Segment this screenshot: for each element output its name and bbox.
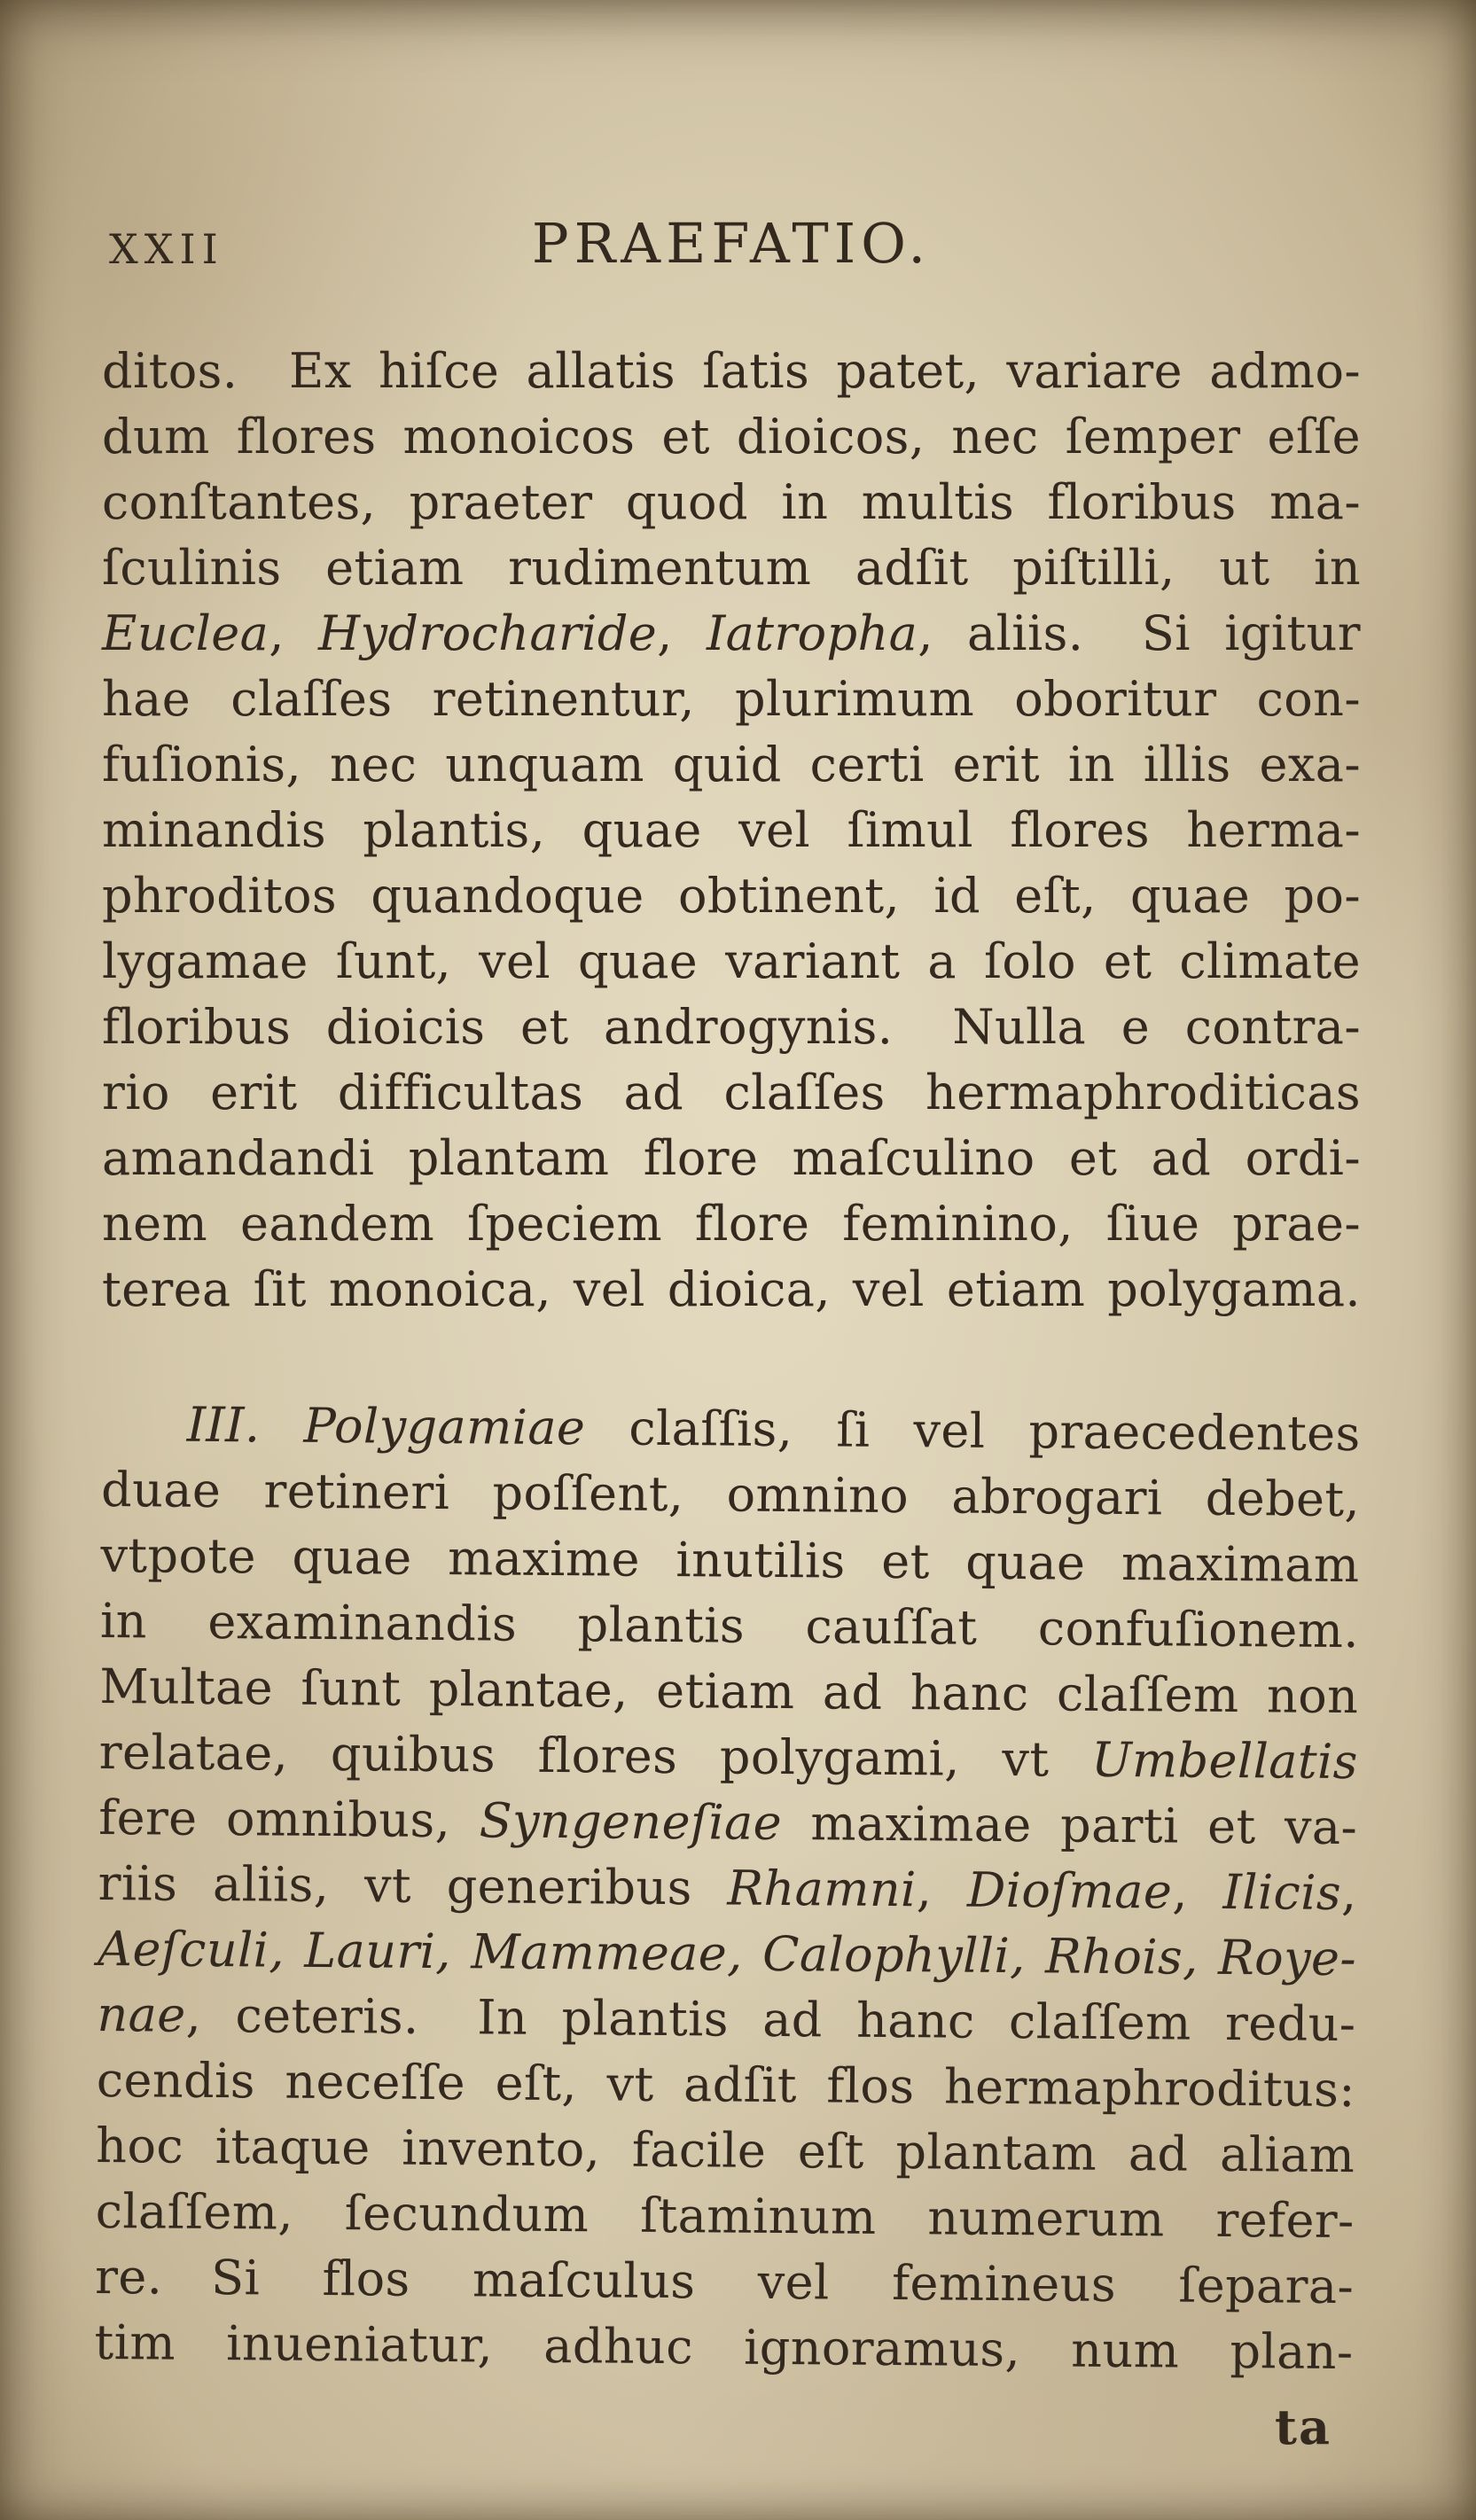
text-line [97, 2048, 1356, 2123]
text-run: hae claſſes retinentur, plurimum oboritur con- [102, 671, 1361, 727]
text-run: , [269, 605, 319, 661]
text-line [101, 1457, 1361, 1533]
text-run: amandandi plantam flore maſculino et ad ordi- [102, 1130, 1361, 1186]
text-line [101, 1392, 1361, 1467]
catchword: ta [1275, 2399, 1332, 2455]
text-run-italic: Aeſculi, Lauri, Mammeae, Calophylli, Rhois, Roye- [97, 1920, 1357, 1987]
text-run-italic: nae [97, 1986, 186, 2043]
text-line [102, 1126, 1361, 1191]
text-line [102, 667, 1361, 732]
text-line [102, 404, 1361, 470]
text-run: maximae parti et va- [781, 1795, 1358, 1856]
text-run: cendis neceſſe eſt, vt adſit flos hermaphroditus: [96, 2051, 1356, 2118]
text-line [102, 863, 1361, 929]
text-run: riis aliis, vt generibus [98, 1854, 728, 1916]
text-run: ditos. Ex hiſce allatis ſatis patet, variare admo- [102, 343, 1361, 399]
text-line [99, 1720, 1359, 1795]
text-run: claſſis, ſi vel praecedentes [585, 1400, 1361, 1463]
text-run-italic: Iatropha [706, 605, 918, 661]
text-line [102, 995, 1361, 1060]
text-line [98, 1851, 1357, 1926]
text-run: phroditos quandoque obtinent, id eſt, quae po- [102, 868, 1361, 924]
text-run: vtpote quae maxime inutilis et quae maximam [100, 1526, 1360, 1594]
text-run: lygamae ſunt, vel quae variant a ſolo et climate [102, 933, 1361, 989]
text-run: , [1171, 1863, 1223, 1920]
text-run: , [657, 605, 707, 661]
page-title: PRAEFATIO. [531, 211, 932, 276]
text-run-italic: Rhamni [727, 1860, 917, 1918]
page-header [102, 211, 1361, 276]
text-run: , [1340, 1864, 1357, 1922]
text-run: conſtantes, praeter quod in multis floribus ma- [102, 474, 1361, 530]
text-run-italic: Syngeneſiae [479, 1792, 783, 1852]
text-run-italic: Dioſmae [966, 1861, 1173, 1920]
text-run-italic: Umbellatis [1090, 1731, 1359, 1791]
text-run: rio erit difficultas ad claſſes hermaphroditicas [102, 1065, 1361, 1120]
text-run-italic: Euclea [102, 605, 269, 661]
text-line [102, 1257, 1361, 1322]
text-run-italic: Ilicis [1222, 1863, 1342, 1921]
text-line [102, 1060, 1361, 1126]
text-run: claſſem, ſecundum ſtaminum numerum refer- [95, 2182, 1355, 2250]
text-run: , aliis. Si igitur [918, 605, 1361, 661]
text-run: terea ſit monoica, vel dioica, vel etiam polygama. [102, 1261, 1361, 1317]
text-run: fuſionis, nec unquam quid certi erit in illis exa- [102, 737, 1361, 792]
text-line [95, 2179, 1355, 2254]
page-number: XXII [109, 225, 224, 273]
text-run-italic: Hydrocharide [318, 605, 658, 661]
text-line [95, 2244, 1355, 2320]
text-run: relatae, quibus flores polygami, vt [98, 1723, 1092, 1788]
text-run-italic: III. Polygamiae [186, 1396, 586, 1456]
text-run: Multae ſunt plantae, etiam ad hanc claſſem non [99, 1658, 1359, 1725]
text-run: floribus dioicis et androgynis. Nulla e contra- [102, 999, 1361, 1055]
text-line [102, 929, 1361, 995]
paragraph [102, 339, 1361, 1322]
text-line [102, 601, 1361, 667]
text-run: in examinandis plantis cauſſat confuſionem. [99, 1592, 1360, 1659]
paragraph [94, 1392, 1361, 2385]
body-text [94, 339, 1361, 2381]
text-line [102, 535, 1361, 601]
text-line [96, 2113, 1355, 2188]
text-line [99, 1654, 1359, 1729]
text-run: duae retineri poſſent, omnino abrogari debet, [100, 1461, 1361, 1528]
text-line [102, 732, 1361, 798]
text-run: , [916, 1861, 968, 1918]
text-line [98, 1916, 1357, 1992]
text-line [97, 1982, 1356, 2057]
text-line [100, 1588, 1360, 1664]
text-line [102, 1191, 1361, 1257]
text-run: ſculinis etiam rudimentum adſit piſtilli, ut in [102, 540, 1361, 596]
text-run: dum flores monoicos et dioicos, nec ſemper eſſe [102, 409, 1361, 464]
text-run: re. Si flos maſculus vel femineus ſepara- [94, 2248, 1355, 2315]
text-run: minandis plantis, quae vel ſimul flores herma- [102, 802, 1361, 858]
text-line [94, 2310, 1354, 2385]
text-line [98, 1785, 1358, 1861]
text-run: , ceteris. In plantis ad hanc claſſem redu- [185, 1986, 1356, 2053]
text-run: hoc itaque invento, facile eſt plantam ad aliam [96, 2117, 1355, 2184]
text-run: nem eandem ſpeciem flore feminino, ſiue prae- [102, 1196, 1361, 1252]
text-line [100, 1523, 1360, 1598]
text-line [102, 798, 1361, 863]
text-run: fere omnibus, [98, 1789, 480, 1849]
text-line [102, 470, 1361, 535]
text-run: tim inueniatur, adhuc ignoramus, num plan- [94, 2313, 1354, 2381]
text-line [102, 339, 1361, 404]
